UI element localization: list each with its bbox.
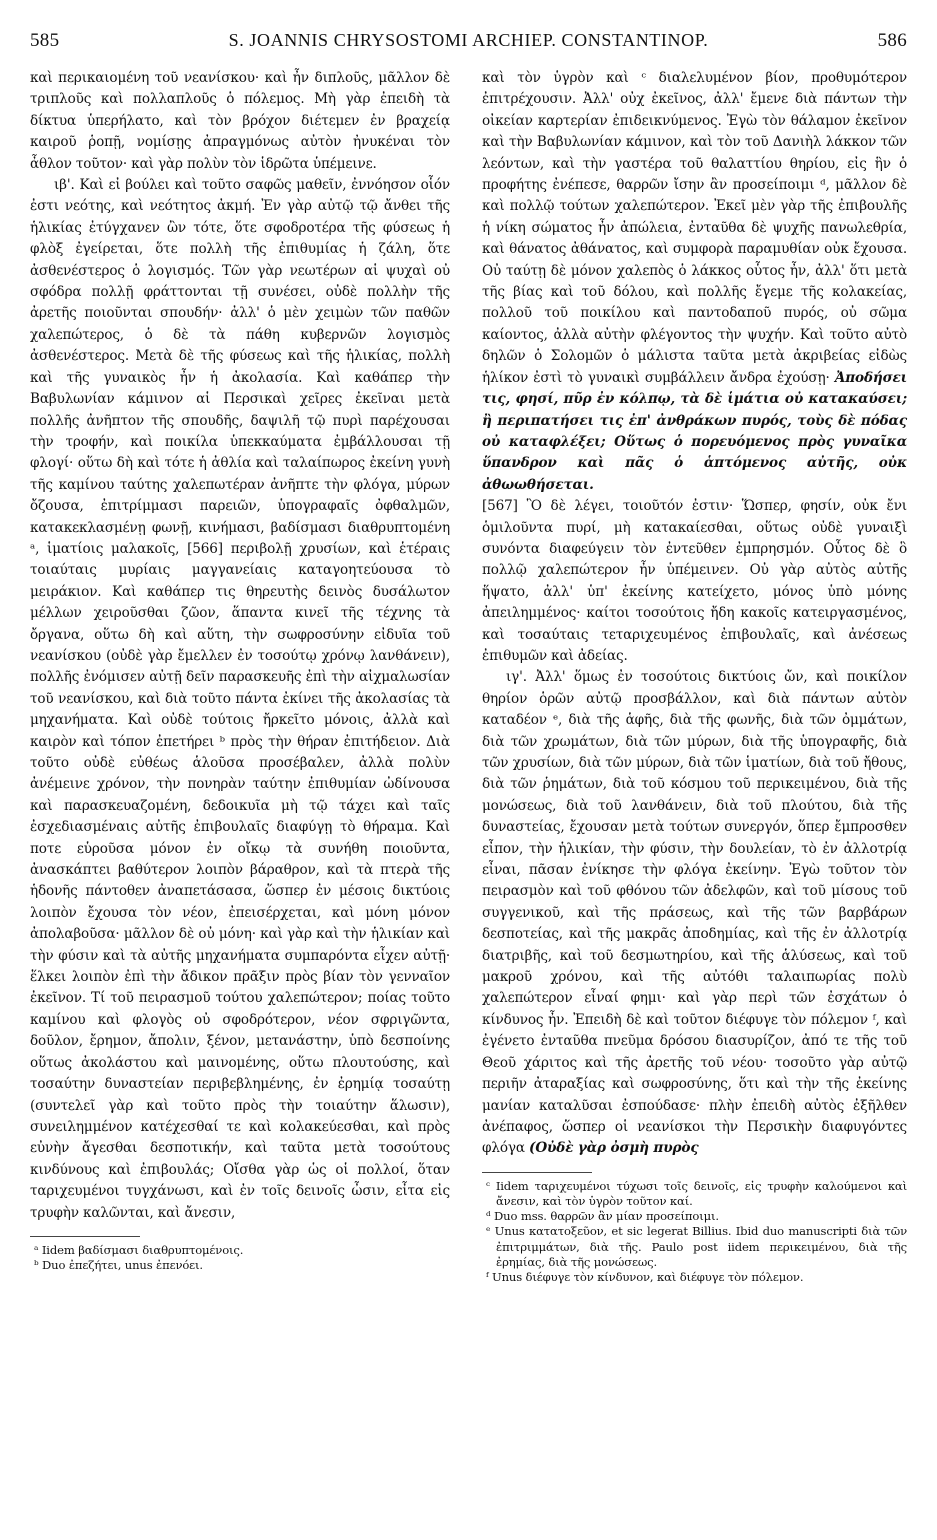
right-paragraph-2-text: ιγ'. Ἀλλ' ὅμως ἐν τοσούτοις δικτύοις ὤν, καὶ ποικίλον θηρίον ὁρῶν αὐτῷ προσβάλλον, καὶ διὰ πάντων αὐτὸν καταδέον ᵉ, διὰ τῆς ἁφῆς, διὰ τῆς φωνῆς, διὰ τῶν ὀμμάτων, διὰ τῶν χρωμάτων, διὰ τῶν μύρων, διὰ τῆς ὑπογραφῆς, διὰ τῶν χρυσίων, διὰ τῶν μύρων, διὰ τῶν ἱματίων, διὰ τοῦ ἤθους, διὰ τῶν ῥημάτων, διὰ τοῦ κόσμου τοῦ περικειμένου, διὰ τῆς μονώσεως, διὰ τοῦ λανθάνειν, διὰ τοῦ πλούτου, διὰ τῆς δυναστείας, ἔχουσαν μετὰ τούτων συνεργόν, ὅπερ ἔμπροσθεν εἶπον, τὴν ἡλικίαν, τὴν φύσιν, τὴν δουλείαν, τὸ ἐν ἀλλοτρίᾳ εἶναι, πᾶσαν ἐνίκησε τὴν φλόγα ἐκείνην. Ἐγὼ τοῦτον τὸν πειρασμὸν καὶ τοῦ φθόνου τῶν ἀδελφῶν, καὶ τοῦ μίσους τοῦ συγγενικοῦ, καὶ τῆς πράσεως, καὶ τῆς τῶν βαρβάρων δεσποτείας, καὶ τῆς μακρᾶς ἀποδημίας, καὶ τῆς ἐν ἀλλοτρίᾳ διατριβῆς, καὶ τοῦ δεσμωτηρίου, καὶ τῆς ἁλύσεως, καὶ τοῦ μακροῦ χρόνου, καὶ τῆς αὐτόθι ταλαιπωρίας πολὺ χαλεπώτερον εἶναί φημι· καὶ γὰρ περὶ τῶν ἐσχάτων ὁ κίνδυνος ἦν. Ἐπειδὴ δὲ καὶ τοῦτον διέφυγε τὸν πόλεμον ᶠ, καὶ ἐγένετο ἐνταῦθα πνεῦμα δρόσου διασυρίζον, ἀπό τε τῆς τοῦ Θεοῦ χάριτος καὶ τῆς ἀρετῆς τοῦ νέου· τοσοῦτο γὰρ αὐτῷ περιῆν ἀταραξίας καὶ σωφροσύνης, ὅτι καὶ τὴν τῆς ἐκείνης μανίαν καταλῦσαι ἐσπούδασε· πλὴν ἐπειδὴ αὐτὸς ἐξῆλθεν ἀνέπαφος, ὥσπερ οἱ νεανίσκοι τὴν Περσικὴν διαφυγόντες φλόγα [482, 669, 907, 1157]
right-paragraph-2 [482, 667, 907, 1159]
footnote-c: ᶜ Iidem ταριχευμένοι τύχωσι τοῖς δεινοῖς, εἰς τρυφὴν καλούμενοι καὶ ἄνεσιν, καὶ τὸν ὑγρὸν τοῦτον καί. [486, 1178, 907, 1208]
footnote-a: ᵃ Iidem βαδίσμασι διαθρυπτομένοις. [34, 1242, 244, 1257]
footnote-rule-left [30, 1236, 140, 1237]
left-column [30, 68, 450, 1273]
right-footnotes [482, 1179, 907, 1285]
running-title: S. JOANNIS CHRYSOSTOMI ARCHIEP. CONSTANTINOP. [228, 30, 709, 50]
left-paragraph-2: ιβ'. Καὶ εἰ βούλει καὶ τοῦτο σαφῶς μαθεῖν, ἐννόησον οἷόν ἐστι νεότης, καὶ νεότητος ἀκμή. Ἐν γὰρ αὐτῷ τῷ ἄνθει τῆς ἡλικίας ἐτύγχανεν ὢν τότε, ὅτε σφοδροτέρα τῆς φύσεως ἡ φλὸξ ἐγείρεται, ὅτε πολλὴ τῆς ἐπιθυμίας ἡ ζάλη, ὅτε ἀσθενέστερος ὁ λογισμός. Τῶν γὰρ νεωτέρων αἱ ψυχαὶ οὐ σφόδρα πολλῇ φράττονται τῇ συνέσει, οὐδὲ πολλὴν τῆς ἀρετῆς ποιοῦνται σπουδήν· ἀλλ' ὁ μὲν χειμὼν τῶν παθῶν χαλεπώτερος, ὁ δὲ τὰ πάθη κυβερνῶν λογισμὸς ἀσθενέστερος. Μετὰ δὲ τῆς φύσεως καὶ τῆς ἡλικίας, πολλὴ καὶ τῆς γυναικὸς ἦν ἡ ἀκολασία. Καὶ καθάπερ τὴν Βαβυλωνίαν κάμινον αἱ Περσικαὶ χεῖρες ἐκεῖναι μετὰ πολλῆς ἀνῆπτον τῆς σπουδῆς, δαψιλῆ τῷ πυρὶ παρέχουσαι τὴν τροφήν, καὶ ποικίλα ὑπεκκαύματα ἐμβάλλουσαι τῇ φλογί· οὕτω δὴ καὶ τότε ἡ ἀθλία καὶ ταλαίπωρος ἐκείνη γυνὴ τῆς καμίνου ταύτης χαλεπωτέραν ἀνῆπτε τὴν φλόγα, μύρων ὄζουσα, ἐπιτρίμμασι παρειῶν, ὑπογραφαῖς ὀφθαλμῶν, κατακεκλασμένῃ φωνῇ, κινήμασι, βαδίσμασι διαθρυπτομένη ᵃ, ἱματίοις μαλακοῖς, [566] περιβολῇ χρυσίων, καὶ ἑτέραις τοιαύταις μυρίαις μαγγανείαις καταγοητεύουσα τὸ μειράκιον. Καὶ καθάπερ τις θηρευτὴς δεινὸς δυσάλωτον μέλλων χειροῦσθαι ζῶον, ἅπαντα κινεῖ τῆς τέχνης τὰ ὄργανα, οὕτω δὴ καὶ αὕτη, τὴν σωφροσύνην εἰδυῖα τοῦ νεανίσκου (οὐδὲ γὰρ ἔμελλεν ἐν τοσούτῳ χρόνῳ λανθάνειν), πολλῆς ἐνόμισεν αὐτῇ δεῖν παρασκευῆς ἐπὶ τὴν αἰχμαλωσίαν τοῦ νεανίσκου, καὶ διὰ τοῦτο πάντα ἐκίνει τῆς ἀκολασίας τὰ μηχανήματα. Καὶ οὐδὲ τούτοις ἤρκεῖτο μόνοις, ἀλλὰ καὶ καιρὸν καὶ τόπον ἐπετήρει ᵇ πρὸς τὴν θήραν ἐπιτήδειον. Διὰ τοῦτο οὐδὲ εὐθέως ἁλοῦσα προσέβαλεν, ἀλλὰ πολὺν ἀνέμεινε χρόνον, τὴν πονηρὰν ταύτην ἐπιθυμίαν ὠδίνουσα καὶ παρασκευαζομένη, δεδοικυῖα μὴ τῷ τάχει καὶ ταῖς ἐσχεδιασμέναις αὐτῆς ἐπιβουλαῖς διαφύγῃ τὸ θήραμα. Καὶ ποτε εὑροῦσα μόνον ἐν οἴκῳ τὰ συνήθη ποιοῦντα, ἀνασκάπτει βαθύτερον λοιπὸν βάραθρον, καὶ τὰ πτερὰ τῆς ἡδονῆς πάντοθεν ἀναπετάσασα, ὥσπερ ἐν μέσοις δικτύοις λοιπὸν ἔχουσα τὸν νέον, ἐπεισέρχεται, καὶ μόνη μόνον ἀπολαβοῦσα· μᾶλλον δὲ οὐ μόνη· καὶ γὰρ καὶ τὴν ἡλικίαν καὶ τὴν φύσιν καὶ τὰ αὐτῆς μηχανήματα συμπαρόντα εἶχεν αὐτῇ· ἕλκει λοιπὸν ἐπὶ τὴν ἄδικον πρᾶξιν πρὸς βίαν τὸν γενναῖον ἐκεῖνον. Τί τοῦ πειρασμοῦ τούτου χαλεπώτερον; ποίας τοῦτο καμίνου καὶ φλογὸς οὐ σφοδρότερον, νέον σφριγῶντα, δοῦλον, ἔρημον, ἄπολιν, ξένον, μετανάστην, ὑπὸ δεσποίνης οὕτως ἀκολάστου καὶ μαινομένης, οὕτω πλουτούσης, καὶ τοσαύτην δυναστείαν περιβεβλημένης, ἐν ἐρημίᾳ τοσαύτῃ (συντελεῖ γὰρ καὶ τοῦτο πρὸς τὴν τοιαύτην ἅλωσιν), συνειλημμένον κατέχεσθαί τε καὶ κολακεύεσθαι, καὶ πρὸς εὐνὴν ἄγεσθαι δεσποτικήν, καὶ ταῦτα μετὰ τοσούτους κινδύνους καὶ ἐπιβουλάς; Οἴσθα γὰρ ὡς οἱ πολλοί, ὅταν ταριχευμένοι τυγχάνωσι, καὶ ἐν τοῖς δεινοῖς ὦσιν, εἶτα εἰς τρυφὴν καλῶνται, καὶ ἄνεσιν, [30, 177, 450, 1221]
footnote-rule-right [482, 1172, 592, 1173]
right-paragraph-2-end: (Οὐδὲ γὰρ ὀσμὴ πυρὸς [529, 1140, 699, 1157]
running-header [30, 30, 907, 58]
page-number-right: 586 [877, 30, 907, 51]
right-paragraph-1-text: καὶ τὸν ὑγρὸν καὶ ᶜ διαλελυμένον βίον, προθυμότερον ἐπιτρέχουσιν. Ἀλλ' οὐχ ἐκεῖνος, ἀλλ' ἔμενε διὰ πάντων τὴν οἰκείαν καρτερίαν ἐπιδεικνύμενος. Ἐγὼ τὸν θάλαμον ἐκεῖνον καὶ τὴν Βαβυλωνίαν κάμινον, καὶ τὸν τοῦ Δανιὴλ λάκκον τῶν λεόντων, καὶ τὴν γαστέρα τοῦ θαλαττίου θηρίου, εἰς ἣν ὁ προφήτης ἐνέπεσε, θαρρῶν ἴσην ἂν προσείποιμι ᵈ, μᾶλλον δὲ καὶ πολλῷ τούτων χαλεπώτερον. Ἐκεῖ μὲν γὰρ τῆς ἐπιβουλῆς ἡ νίκη σώματος ἦν ἀπώλεια, ἐνταῦθα δὲ ψυχῆς πανωλεθρία, καὶ θάνατος ἀθάνατος, καὶ συμφορὰ παραμυθίαν οὐκ ἔχουσα. Οὐ ταύτῃ δὲ μόνον χαλεπὸς ὁ λάκκος οὗτος ἦν, ἀλλ' ὅτι μετὰ τῆς βίας καὶ τοῦ δόλου, καὶ πολλῆς ἔγεμε τῆς κολακείας, πολλοῦ τοῦ ποικίλου καὶ παντοδαποῦ πυρός, οὐ σῶμα καίοντος, ἀλλὰ αὐτὴν φλέγοντος τὴν ψυχήν. Καὶ τοῦτο αὐτὸ δηλῶν ὁ Σολομῶν ὁ μάλιστα ταῦτα μετὰ ἀκριβείας εἰδὼς ἡλίκον ἐστὶ τὸ γυναικὶ συμβάλλειν ἄνδρα ἐχούσῃ· [482, 70, 907, 386]
right-column [482, 68, 907, 1285]
left-footnotes [30, 1243, 450, 1273]
footnote-d: ᵈ Duo mss. θαρρῶν ἂν μίαν προσείποιμι. [486, 1209, 719, 1224]
page-number-left: 585 [30, 30, 60, 51]
right-paragraph-1 [482, 68, 907, 496]
footnote-b: ᵇ Duo ἐπεζήτει, unus ἐπενόει. [34, 1258, 203, 1273]
left-paragraph-1: καὶ περικαιομένη τοῦ νεανίσκου· καὶ ἦν διπλοῦς, μᾶλλον δὲ τριπλοῦς καὶ πολλαπλοῦς ὁ πόλεμος. Μὴ γὰρ ἐπειδὴ τὰ δίκτυα ὑπερήλατο, καὶ τὸν βρόχον διέτεμεν ἐν βραχείᾳ καιροῦ ῥοπῇ, νομίσῃς ἀπραγμόνως αὐτὸν ἠνυκέναι τὸν ἆθλον τοῦτον· καὶ γὰρ πολὺν τὸν ἱδρῶτα ὑπέμεινε. [30, 70, 450, 172]
footnote-f: ᶠ Unus διέφυγε τὸν κίνδυνον, καὶ διέφυγε τὸν πόλεμον. [486, 1269, 804, 1284]
scripture-quote: Ἀποδήσει τις, φησί, πῦρ ἐν κόλπῳ, τὰ δὲ ἱμάτια οὐ κατακαύσει; ἢ περιπατήσει τις ἐπ' ἀνθράκων πυρός, τοὺς δὲ πόδας οὐ καταφλέξει; Οὕτως ὁ πορευόμενος πρὸς γυναῖκα ὕπανδρον καὶ πᾶς ὁ ἁπτόμενος αὐτῆς, οὐκ ἀθωωθήσεται. [482, 369, 908, 493]
footnote-e: ᵉ Unus κατατοξεῦον, et sic legerat Billius. Ibid duo manuscripti διὰ τῶν ἐπιτριμμάτων, διὰ τῆς. Paulo post iidem περικειμένου, διὰ τῆς ἐρημίας, διὰ τῆς μονώσεως. [486, 1224, 907, 1269]
right-paragraph-1b: [567] Ὃ δὲ λέγει, τοιοῦτόν ἐστιν· Ὥσπερ, φησίν, οὐκ ἔνι ὁμιλοῦντα πυρί, μὴ κατακαίεσθαι, οὕτως οὐδὲ γυναιξὶ συνόντα διαφεύγειν τὸν ἐντεῦθεν ἐμπρησμόν. Οὗτος δὲ ὃ πολλῷ χαλεπώτερον ἦν ὑπέμεινεν. Οὐ γὰρ αὐτὸς αὐτῆς ἥψατο, ἀλλ' ὑπ' ἐκείνης κατείχετο, μόνος ὑπὸ μόνης ἀπειλημμένος· καίτοι τοσούτοις ἤδη κακοῖς κατειργασμένος, καὶ τοσαύταις τεταριχευμένος ἐπιβουλαῖς, καὶ ἀνέσεως ἐπιθυμῶν καὶ ἀδείας. [482, 498, 907, 664]
